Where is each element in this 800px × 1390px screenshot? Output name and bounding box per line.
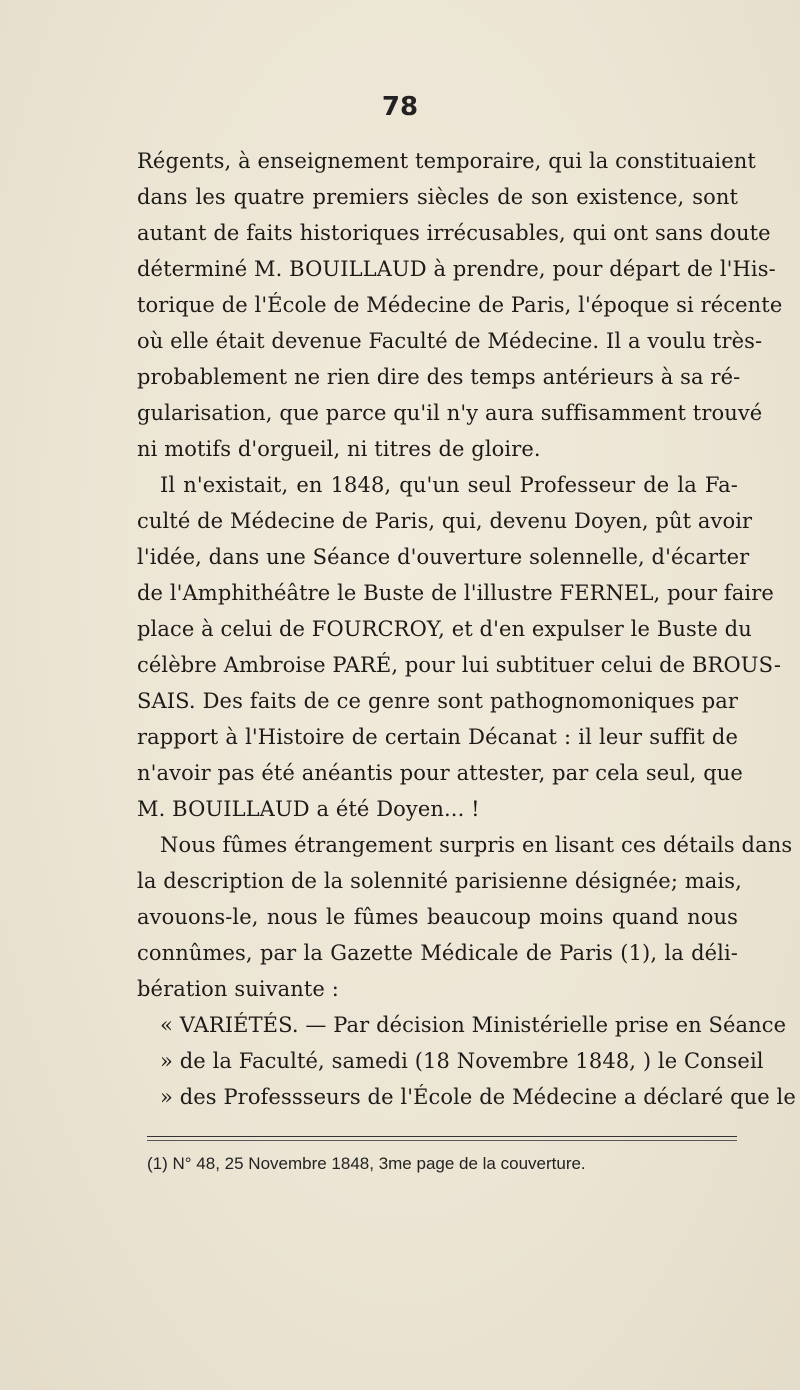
footnote: (1) N° 48, 25 Novembre 1848, 3me page de la couverture. xyxy=(147,1154,586,1173)
text-line: connûmes, par la Gazette Médicale de Paris (1), la déli- xyxy=(137,941,738,965)
page-number: 78 xyxy=(381,92,419,122)
text-line: torique de l'École de Médecine de Paris, l'époque si récente xyxy=(137,293,783,317)
text-line: n'avoir pas été anéantis pour attester, par cela seul, que xyxy=(137,761,743,785)
text-line: avouons-le, nous le fûmes beaucoup moins quand nous xyxy=(137,905,738,929)
text-line: de l'Amphithéâtre le Buste de l'illustre FERNEL, pour faire xyxy=(137,581,774,605)
quote-line: » de la Faculté, samedi (18 Novembre 1848, ) le Conseil xyxy=(160,1049,764,1073)
text-line: ni motifs d'orgueil, ni titres de gloire. xyxy=(137,437,541,461)
text-line: SAIS. Des faits de ce genre sont pathognomoniques par xyxy=(137,689,738,713)
text-line: la description de la solennité parisienne désignée; mais, xyxy=(137,869,742,893)
text-line: place à celui de FOURCROY, et d'en expulser le Buste du xyxy=(137,617,752,641)
footnote-rule xyxy=(147,1136,737,1137)
quote-line: « VARIÉTÉS. — Par décision Ministérielle prise en Séance xyxy=(160,1013,787,1037)
text-line: où elle était devenue Faculté de Médecine. Il a voulu très- xyxy=(137,329,763,353)
text-line: rapport à l'Histoire de certain Décanat : il leur suffit de xyxy=(137,725,738,749)
text-line: gularisation, que parce qu'il n'y aura suffisamment trouvé xyxy=(137,401,763,425)
text-line: Régents, à enseignement temporaire, qui la constituaient xyxy=(137,149,756,173)
text-line: déterminé M. BOUILLAUD à prendre, pour départ de l'His- xyxy=(137,257,776,281)
text-line: célèbre Ambroise PARÉ, pour lui subtituer celui de BROUS- xyxy=(137,653,782,677)
text-line: dans les quatre premiers siècles de son existence, sont xyxy=(137,185,738,209)
text-line: l'idée, dans une Séance d'ouverture solennelle, d'écarter xyxy=(137,545,750,569)
text-line: culté de Médecine de Paris, qui, devenu Doyen, pût avoir xyxy=(137,509,753,533)
paragraph-start-line: Il n'existait, en 1848, qu'un seul Professeur de la Fa- xyxy=(160,473,738,497)
quote-line: » des Professseurs de l'École de Médecine a déclaré que le xyxy=(160,1085,796,1109)
paragraph-start-line: Nous fûmes étrangement surpris en lisant ces détails dans xyxy=(160,833,793,857)
text-line: bération suivante : xyxy=(137,977,339,1001)
text-line: M. BOUILLAUD a été Doyen... ! xyxy=(137,797,480,821)
text-line: autant de faits historiques irrécusables, qui ont sans doute xyxy=(137,221,771,245)
text-line: probablement ne rien dire des temps antérieurs à sa ré- xyxy=(137,365,741,389)
